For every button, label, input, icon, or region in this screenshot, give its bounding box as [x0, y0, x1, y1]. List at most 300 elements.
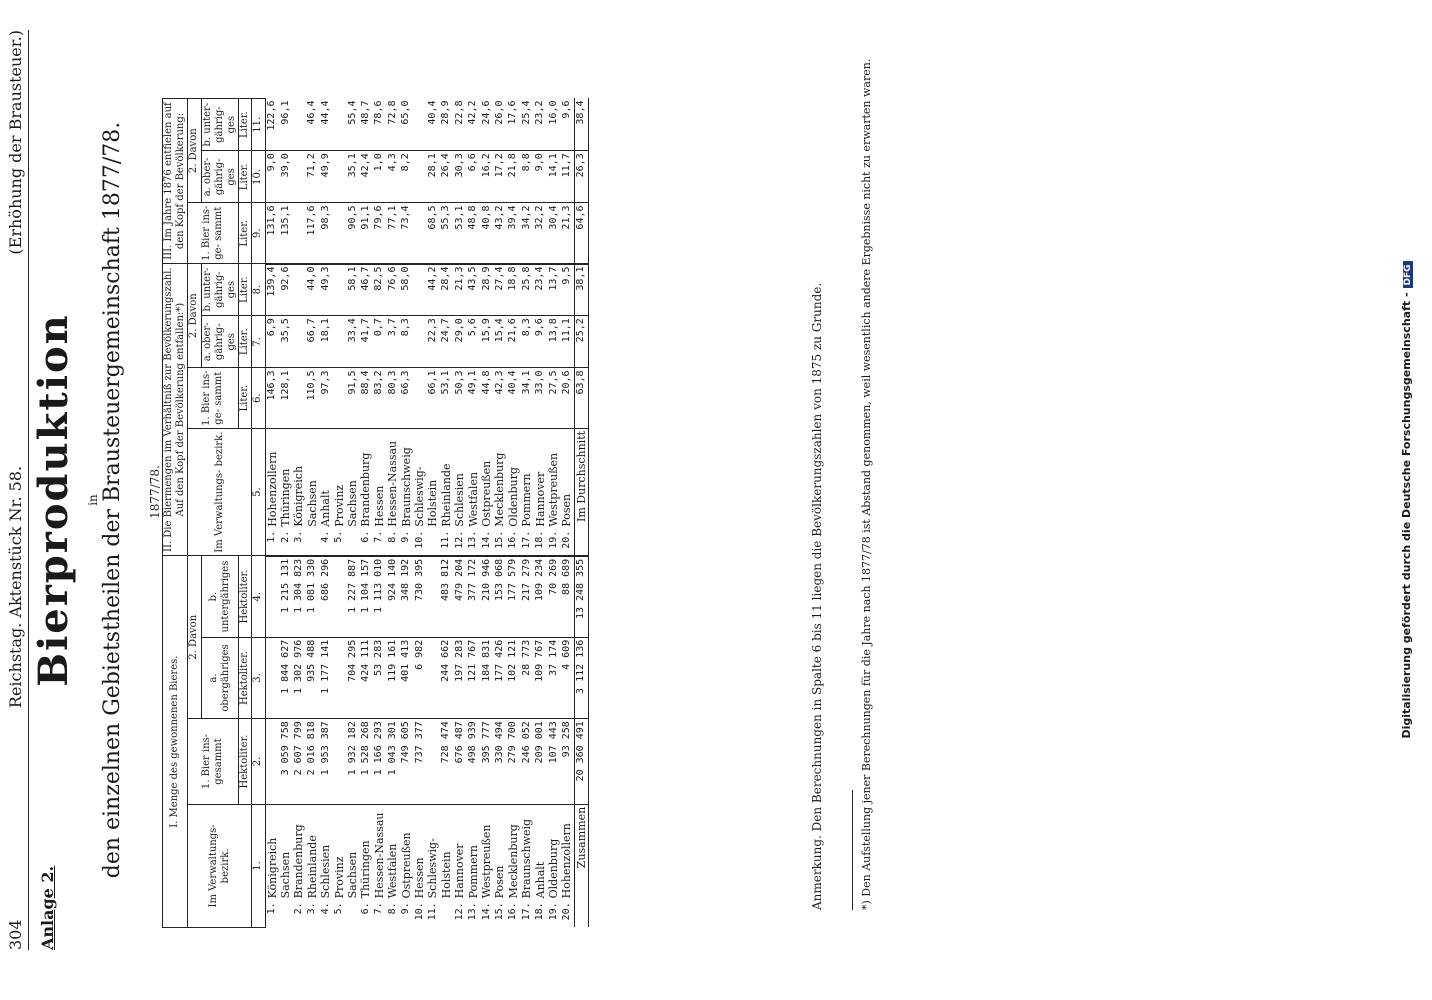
- cell-name1: Hessen-Nassau: [373, 804, 386, 900]
- cell-c7: [413, 316, 426, 368]
- cell-c9: 53,1: [453, 203, 466, 264]
- cell-n1: 19.: [547, 902, 559, 921]
- cell-c10: 9,0: [265, 151, 279, 203]
- table-row: [306, 99, 319, 928]
- cell-n5: 1.: [265, 529, 279, 556]
- cell-name5: Pommern: [520, 428, 533, 528]
- cell-c8: [333, 264, 346, 316]
- header-rule: [28, 30, 29, 950]
- col-header-davon: 2. Davon: [188, 556, 201, 719]
- cell-c10: 35,1: [346, 151, 359, 203]
- total-c10: 26,3: [574, 151, 588, 203]
- table-row: [507, 99, 520, 928]
- colnum-4: 4.: [252, 556, 265, 637]
- cell-n5: 13.: [467, 529, 480, 556]
- cell-c4: 1 104 157: [359, 556, 372, 637]
- cell-c11: 46,4: [306, 100, 318, 125]
- cell-c7: 21,6: [507, 316, 520, 368]
- cell-n1: 11.: [426, 902, 438, 921]
- cell-name1: Rheinlande: [306, 804, 319, 900]
- cell-c2: 107 443: [547, 719, 560, 805]
- cell-c11: [413, 99, 426, 151]
- cell-n1: 2.: [292, 902, 304, 915]
- cell-c6: 44,8: [480, 368, 493, 429]
- page-number: 304: [6, 919, 25, 950]
- cell-c9: 90,5: [346, 203, 359, 264]
- cell-c4: 70 269: [547, 556, 560, 637]
- footnote-rule: [852, 790, 853, 910]
- cell-c6: 20,6: [560, 368, 574, 429]
- cell-c3: 935 488: [306, 637, 319, 718]
- table-row: [373, 99, 386, 928]
- year-label: 1877/78.: [148, 465, 162, 519]
- cell-n5: 5.: [333, 529, 346, 556]
- cell-name1: Königreich: [265, 804, 279, 900]
- cell-c11: 23,2: [534, 100, 546, 125]
- cell-c11: 72,8: [386, 100, 398, 125]
- cell-c8: 58,1: [346, 264, 359, 316]
- cell-name5: Sachsen: [346, 428, 359, 528]
- beer-production-table: [162, 98, 589, 928]
- cell-n1: [279, 900, 292, 927]
- col-header-iii-b: b. unter- gährig- ges: [201, 99, 239, 151]
- cell-c4: 1 227 887: [346, 556, 359, 637]
- cell-c9: 34,2: [520, 203, 533, 264]
- cell-c8: 9,5: [560, 264, 574, 316]
- cell-n5: 20.: [560, 529, 574, 556]
- cell-c10: 17,2: [493, 151, 506, 203]
- cell-c7: 5,6: [467, 316, 480, 368]
- cell-c10: 30,3: [453, 151, 466, 203]
- cell-c6: 146,3: [265, 368, 279, 429]
- cell-c7: 22,3: [426, 316, 439, 368]
- cell-c3: 1 177 141: [319, 637, 332, 718]
- cell-c3: 401 413: [400, 637, 413, 718]
- cell-n5: 7.: [373, 529, 386, 556]
- cell-c3: 102 121: [507, 637, 520, 718]
- cell-c8: [292, 264, 305, 316]
- cell-name1: Schlesien: [319, 804, 332, 900]
- header-center: Reichstag. Aktenstück Nr. 58.: [6, 465, 25, 709]
- cell-c4: 377 172: [467, 556, 480, 637]
- cell-name5: Schleswig-: [413, 428, 426, 528]
- cell-name1: Ostpreußen: [400, 804, 413, 900]
- cell-n5: 16.: [507, 529, 520, 556]
- cell-c10: 11,7: [560, 151, 574, 203]
- cell-c6: 33,0: [534, 368, 547, 429]
- cell-c11: 78,6: [373, 100, 385, 125]
- cell-c10: [292, 151, 305, 203]
- cell-n1: 10.: [413, 902, 425, 921]
- table-row: [346, 99, 359, 928]
- cell-c3: 1 302 976: [292, 637, 305, 718]
- cell-c2: 330 494: [493, 719, 506, 805]
- table-row: [292, 99, 305, 928]
- table-row: [426, 99, 439, 928]
- cell-c9: 79,6: [373, 203, 386, 264]
- cell-n5: 3.: [292, 529, 305, 556]
- cell-c7: 6,9: [265, 316, 279, 368]
- cell-c10: 26,4: [440, 151, 453, 203]
- cell-c3: 6 982: [413, 637, 426, 718]
- cell-c9: 68,5: [426, 203, 439, 264]
- cell-c2: 728 474: [440, 719, 453, 805]
- cell-name1: Brandenburg: [292, 804, 305, 900]
- cell-c3: 37 174: [547, 637, 560, 718]
- cell-c4: 1 081 330: [306, 556, 319, 637]
- cell-c6: 97,3: [319, 368, 332, 429]
- cell-n1: 16.: [507, 902, 519, 921]
- cell-c7: 0,7: [373, 316, 386, 368]
- table-row: [333, 99, 346, 928]
- cell-c2: 1 953 387: [319, 719, 332, 805]
- cell-c4: 730 395: [413, 556, 426, 637]
- cell-c9: 48,8: [467, 203, 480, 264]
- cell-c8: 92,6: [279, 264, 292, 316]
- cell-c6: 40,4: [507, 368, 520, 429]
- cell-name1: Mecklenburg: [507, 804, 520, 900]
- cell-c2: 246 052: [520, 719, 533, 805]
- digitization-text: Digitalisierung gefördert durch die Deutsche Forschungsgemeinschaft -: [1400, 292, 1413, 739]
- cell-name1: Hohenzollern: [560, 804, 574, 900]
- cell-c10: 14,1: [547, 151, 560, 203]
- cell-name1: Braunschweig: [520, 804, 533, 900]
- total-c11: 38,4: [574, 99, 588, 151]
- cell-c4: 109 234: [534, 556, 547, 637]
- cell-name5: Sachsen: [306, 428, 319, 528]
- cell-n5: 18.: [534, 529, 547, 556]
- cell-c8: 25,8: [520, 264, 533, 316]
- unit-4: Hektoliter.: [239, 556, 252, 637]
- cell-c8: 76,6: [386, 264, 399, 316]
- col-header-ii-davon: 2. Davon: [188, 264, 201, 368]
- col-header-ober: a. obergähriges: [201, 637, 239, 718]
- cell-c4: 1 304 823: [292, 556, 305, 637]
- colnum-10: 10.: [252, 151, 265, 203]
- cell-c10: 39,0: [279, 151, 292, 203]
- cell-c4: 177 579: [507, 556, 520, 637]
- cell-n1: 18.: [534, 902, 546, 921]
- cell-c10: 71,2: [306, 151, 319, 203]
- unit-8: Liter.: [239, 264, 252, 316]
- section-i-header: I. Menge des gewonnenen Bieres.: [163, 556, 188, 928]
- cell-c9: 91,1: [359, 203, 372, 264]
- col-header-iii-bier: 1. Bier ins- ge- sammt: [188, 203, 239, 264]
- cell-c9: 32,2: [534, 203, 547, 264]
- cell-name5: Braunschweig: [400, 428, 413, 528]
- cell-c6: [292, 368, 305, 429]
- colnum-11: 11.: [252, 99, 265, 151]
- unit-10: Liter.: [239, 151, 252, 203]
- cell-c9: 117,6: [306, 203, 319, 264]
- cell-n1: 6.: [359, 902, 371, 915]
- cell-c11: 122,6: [266, 100, 278, 131]
- cell-c11: 22,8: [453, 100, 465, 125]
- table-row: [400, 99, 413, 928]
- cell-name1: Hannover: [453, 804, 466, 900]
- cell-c11: 55,4: [346, 100, 358, 125]
- cell-name1: Sachsen: [346, 804, 359, 900]
- cell-name1: Schleswig-: [426, 804, 439, 900]
- cell-c9: 131,6: [265, 203, 279, 264]
- cell-name5: Brandenburg: [359, 428, 372, 528]
- colnum-5: 5.: [252, 428, 265, 555]
- cell-c11: 96,1: [279, 100, 291, 125]
- cell-n5: 10.: [413, 529, 426, 556]
- unit-9: Liter.: [239, 203, 252, 264]
- cell-c8: 82,5: [373, 264, 386, 316]
- cell-c2: [265, 719, 279, 805]
- cell-c2: 737 377: [413, 719, 426, 805]
- cell-c9: 30,4: [547, 203, 560, 264]
- cell-c3: 53 283: [373, 637, 386, 718]
- cell-c10: 42,4: [359, 151, 372, 203]
- cell-n1: 3.: [306, 902, 318, 915]
- cell-n1: [440, 900, 453, 927]
- cell-c2: 1 528 268: [359, 719, 372, 805]
- cell-n1: 5.: [333, 902, 345, 915]
- cell-c8: 13,7: [547, 264, 560, 316]
- cell-c6: [333, 368, 346, 429]
- cell-c3: [426, 637, 439, 718]
- cell-c11: [333, 99, 346, 151]
- cell-c10: 49,9: [319, 151, 332, 203]
- colnum-3: 3.: [252, 637, 265, 718]
- cell-c8: [413, 264, 426, 316]
- cell-n1: 9.: [400, 902, 412, 915]
- digitization-note: [1400, 0, 1413, 1000]
- cell-c4: [265, 556, 279, 637]
- cell-c11: 25,4: [520, 100, 532, 125]
- total-label-ii: Im Durchschnitt: [574, 428, 588, 555]
- cell-c4: 153 068: [493, 556, 506, 637]
- cell-c6: 27,5: [547, 368, 560, 429]
- cell-n5: [306, 529, 319, 556]
- cell-c4: [333, 556, 346, 637]
- cell-c9: 98,3: [319, 203, 332, 264]
- cell-name5: Anhalt: [319, 428, 332, 528]
- cell-c4: 924 140: [386, 556, 399, 637]
- cell-c8: 28,4: [440, 264, 453, 316]
- cell-c2: 279 700: [507, 719, 520, 805]
- cell-n5: 14.: [480, 529, 493, 556]
- cell-name1: Sachsen: [279, 804, 292, 900]
- cell-c8: 28,9: [480, 264, 493, 316]
- cell-c2: 1 166 293: [373, 719, 386, 805]
- cell-name1: Holstein: [440, 804, 453, 900]
- table-row: [520, 99, 533, 928]
- cell-c6: 50,3: [453, 368, 466, 429]
- cell-n1: 20.: [561, 902, 573, 921]
- cell-c11: 28,9: [440, 100, 452, 125]
- cell-n1: 7.: [373, 902, 385, 915]
- total-c7: 25,2: [574, 316, 588, 368]
- cell-c8: 18,8: [507, 264, 520, 316]
- cell-c2: 1 043 301: [386, 719, 399, 805]
- cell-c8: 49,3: [319, 264, 332, 316]
- cell-c11: 48,7: [359, 100, 371, 125]
- cell-c9: 21,3: [560, 203, 574, 264]
- cell-c2: [426, 719, 439, 805]
- cell-n5: 12.: [453, 529, 466, 556]
- col-header-bezirk-ii: Im Verwaltungs- bezirk.: [188, 428, 252, 555]
- cell-c10: 16,2: [480, 151, 493, 203]
- cell-name1: Pommern: [467, 804, 480, 900]
- cell-c7: [292, 316, 305, 368]
- cell-n1: [346, 900, 359, 927]
- table-row: [319, 99, 332, 928]
- cell-c7: 8,3: [400, 316, 413, 368]
- cell-c7: 66,7: [306, 316, 319, 368]
- cell-name5: Mecklenburg: [493, 428, 506, 528]
- cell-c9: 77,1: [386, 203, 399, 264]
- cell-c2: 1 932 182: [346, 719, 359, 805]
- cell-name5: Schlesien: [453, 428, 466, 528]
- cell-c9: 55,3: [440, 203, 453, 264]
- cell-c7: 15,4: [493, 316, 506, 368]
- cell-c3: 28 773: [520, 637, 533, 718]
- header-right: (Erhöhung der Brausteuer.): [6, 30, 25, 255]
- table-row: [279, 99, 292, 928]
- cell-c2: 2 016 818: [306, 719, 319, 805]
- cell-c6: [413, 368, 426, 429]
- cell-c9: [333, 203, 346, 264]
- unit-6: Liter.: [239, 368, 252, 429]
- cell-n5: 2.: [279, 529, 292, 556]
- cell-c4: 686 296: [319, 556, 332, 637]
- cell-c10: 1,0: [373, 151, 386, 203]
- cell-c8: 27,4: [493, 264, 506, 316]
- unit-11: Liter.: [239, 99, 252, 151]
- cell-c6: 110,5: [306, 368, 319, 429]
- cell-c8: 43,5: [467, 264, 480, 316]
- col-header-bier: 1. Bier ins- gesammt: [188, 719, 239, 805]
- section-ii-header: II. Die Biermengen im Verhältniß zur Bevölkerungszahl. Auf den Kopf der Bevölkerung entfallen:*): [163, 264, 188, 556]
- anlage-label: Anlage 2.: [38, 865, 57, 950]
- unit-3: Hektoliter.: [239, 637, 252, 718]
- cell-c7: 33,4: [346, 316, 359, 368]
- cell-n5: 4.: [319, 529, 332, 556]
- cell-c8: 58,0: [400, 264, 413, 316]
- total-c4: 13 248 355: [574, 556, 588, 637]
- table-row: [560, 99, 574, 928]
- cell-name1: Provinz: [333, 804, 346, 900]
- cell-c4: 483 812: [440, 556, 453, 637]
- cell-name1: Hessen: [413, 804, 426, 900]
- cell-c6: 91,5: [346, 368, 359, 429]
- cell-c6: 42,3: [493, 368, 506, 429]
- cell-n1: 4.: [319, 902, 331, 915]
- cell-c3: 197 283: [453, 637, 466, 718]
- total-c3: 3 112 136: [574, 637, 588, 718]
- table-body: [265, 99, 574, 928]
- cell-n5: 15.: [493, 529, 506, 556]
- table-row: [453, 99, 466, 928]
- colnum-1: 1.: [252, 804, 265, 927]
- cell-c11: 24,6: [480, 100, 492, 125]
- colnum-8: 8.: [252, 264, 265, 316]
- cell-c4: [426, 556, 439, 637]
- cell-c7: 11,1: [560, 316, 574, 368]
- cell-c6: 49,1: [467, 368, 480, 429]
- cell-name1: Westfalen: [386, 804, 399, 900]
- table-row: [467, 99, 480, 928]
- cell-name5: Oldenburg: [507, 428, 520, 528]
- cell-c10: [413, 151, 426, 203]
- cell-c7: 41,7: [359, 316, 372, 368]
- cell-n5: 8.: [386, 529, 399, 556]
- colnum-9: 9.: [252, 203, 265, 264]
- cell-n5: 9.: [400, 529, 413, 556]
- cell-c3: 109 767: [534, 637, 547, 718]
- cell-c7: 18,1: [319, 316, 332, 368]
- total-label: Zusammen: [574, 804, 588, 927]
- cell-c3: [333, 637, 346, 718]
- cell-name5: Hessen: [373, 428, 386, 528]
- cell-c7: [333, 316, 346, 368]
- cell-c11: 26,0: [494, 100, 506, 125]
- colnum-2: 2.: [252, 719, 265, 805]
- cell-c9: [413, 203, 426, 264]
- colnum-7: 7.: [252, 316, 265, 368]
- cell-c6: 66,1: [426, 368, 439, 429]
- cell-c11: 16,0: [547, 100, 559, 125]
- cell-n1: 14.: [480, 902, 492, 921]
- cell-c9: 40,8: [480, 203, 493, 264]
- colnum-6: 6.: [252, 368, 265, 429]
- cell-n1: 1.: [266, 902, 278, 915]
- anmerkung: Anmerkung. Den Berechnungen in Spalte 6 bis 11 liegen die Bevölkerungszahlen von 1875 zu Grunde.: [810, 282, 824, 910]
- cell-name5: Westpreußen: [547, 428, 560, 528]
- cell-n5: 17.: [520, 529, 533, 556]
- cell-name5: Thüringen: [279, 428, 292, 528]
- col-header-unter: b. untergähriges: [201, 556, 239, 637]
- unit-7: Liter.: [239, 316, 252, 368]
- cell-c10: 6,6: [467, 151, 480, 203]
- table-row: [480, 99, 493, 928]
- col-header-iii-davon: 2. Davon: [188, 99, 201, 203]
- cell-n5: 11.: [440, 529, 453, 556]
- cell-c3: [265, 637, 279, 718]
- col-header-bezirk: Im Verwaltungs- bezirk.: [188, 804, 252, 927]
- table-row: [440, 99, 453, 928]
- total-c9: 64,6: [574, 203, 588, 264]
- cell-n1: 12.: [453, 902, 465, 921]
- col-header-ii-b: b. unter- gährig- ges: [201, 264, 239, 316]
- cell-name5: Hessen-Nassau: [386, 428, 399, 528]
- cell-c6: 66,3: [400, 368, 413, 429]
- cell-c10: 8,2: [400, 151, 413, 203]
- cell-c11: 17,6: [507, 100, 519, 125]
- cell-name1: Thüringen: [359, 804, 372, 900]
- page-subtitle: den einzelnen Gebietstheilen der Brausteuergemeinschaft 1877/78.: [100, 121, 125, 879]
- cell-c6: 83,2: [373, 368, 386, 429]
- total-c6: 63,8: [574, 368, 588, 429]
- total-c2: 20 360 491: [574, 719, 588, 805]
- cell-name1: Oldenburg: [547, 804, 560, 900]
- cell-c3: 1 844 627: [279, 637, 292, 718]
- col-header-iii-a: a. ober- gährig- ges: [201, 151, 239, 203]
- cell-name5: Rheinlande: [440, 428, 453, 528]
- cell-name5: Ostpreußen: [480, 428, 493, 528]
- footnote: *) Den Aufstellung jener Berechnungen für die Jahre nach 1877/78 ist Abstand genommen, weil wesentlich andere Ergebnisse nicht zu erwarten waren.: [860, 58, 873, 910]
- cell-c2: 209 001: [534, 719, 547, 805]
- cell-c2: [333, 719, 346, 805]
- col-header-ii-a: a. ober- gährig- ges: [201, 316, 239, 368]
- cell-c11: 44,4: [319, 100, 331, 125]
- cell-c4: 88 689: [560, 556, 574, 637]
- cell-c2: 676 487: [453, 719, 466, 805]
